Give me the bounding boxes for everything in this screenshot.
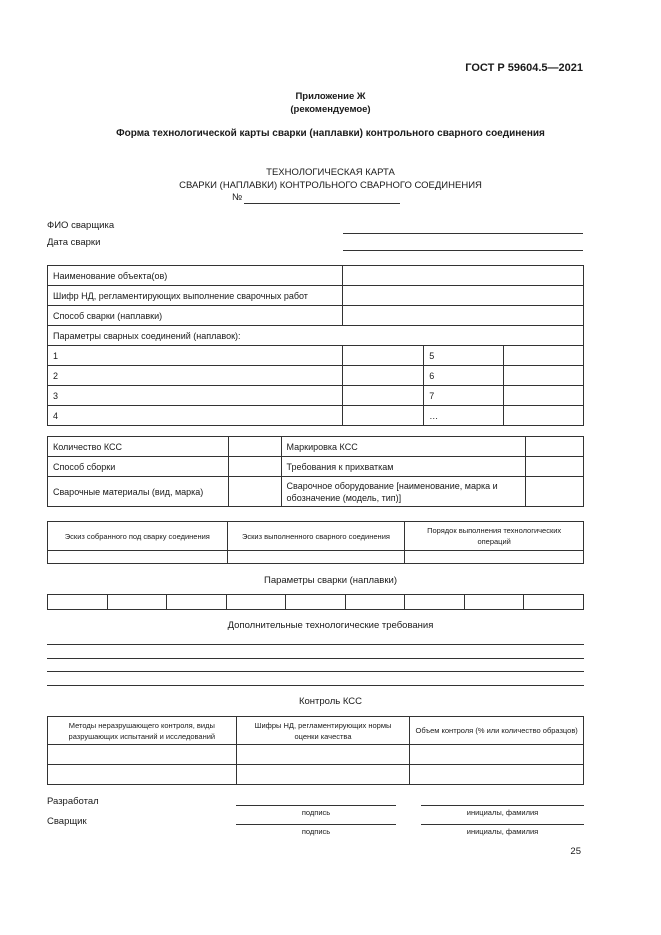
param-num: 3 xyxy=(48,386,343,406)
appendix-subtitle: (рекомендуемое) xyxy=(290,104,371,115)
object-name-label: Наименование объекта(ов) xyxy=(48,266,343,286)
control-volume-header: Объем контроля (% или количество образцов) xyxy=(410,717,584,745)
param-num: 6 xyxy=(424,366,504,386)
welding-method-label: Способ сварки (наплавки) xyxy=(48,306,343,326)
param-num: 2 xyxy=(48,366,343,386)
name-caption: инициалы, фамилия xyxy=(466,808,539,817)
appendix-title: Приложение Ж xyxy=(295,91,366,102)
param-num: 5 xyxy=(424,346,504,366)
operations-order-header: Порядок выполнения технологических операций xyxy=(405,522,584,551)
date-label: Дата сварки xyxy=(47,237,101,248)
sketch-weld-header: Эскиз выполненного сварного соединения xyxy=(227,522,405,551)
kss-marking-label: Маркировка КСС xyxy=(281,437,526,457)
kss-table xyxy=(47,436,584,507)
nd-code-label: Шифр НД, регламентирующих выполнение сварочных работ xyxy=(48,286,343,306)
params-table xyxy=(47,594,584,610)
control-nd-header: Шифры НД, регламентирующих нормы оценки качества xyxy=(236,717,410,745)
developed-label: Разработал xyxy=(47,796,99,807)
sketch-table xyxy=(47,521,584,564)
name-line xyxy=(421,824,584,825)
welding-equipment-label: Сварочное оборудование [наименование, марка и обозначение (модель, тип)] xyxy=(281,477,526,507)
tack-requirements-label: Требования к прихваткам xyxy=(281,457,526,477)
additional-line xyxy=(47,644,584,645)
welder-label: Сварщик xyxy=(47,816,87,827)
kss-count-label: Количество КСС xyxy=(48,437,229,457)
standard-number: ГОСТ Р 59604.5—2021 xyxy=(465,62,583,74)
name-line xyxy=(421,805,584,806)
card-title-line1: ТЕХНОЛОГИЧЕСКАЯ КАРТА xyxy=(266,167,395,178)
sketch-assembly-header: Эскиз собранного под сварку соединения xyxy=(48,522,228,551)
signature-line xyxy=(236,824,396,825)
additional-line xyxy=(47,658,584,659)
additional-title: Дополнительные технологические требования xyxy=(227,620,434,631)
name-caption: инициалы, фамилия xyxy=(466,827,539,836)
page-number: 25 xyxy=(570,846,581,857)
welding-materials-label: Сварочные материалы (вид, марка) xyxy=(48,477,229,507)
card-title-line2: СВАРКИ (НАПЛАВКИ) КОНТРОЛЬНОГО СВАРНОГО СОЕДИНЕНИЯ xyxy=(179,180,482,191)
params-title: Параметры сварки (наплавки) xyxy=(264,575,397,586)
joint-params-label: Параметры сварных соединений (наплавок): xyxy=(48,326,584,346)
card-number-line xyxy=(244,203,400,204)
assembly-method-label: Способ сборки xyxy=(48,457,229,477)
form-title: Форма технологической карты сварки (наплавки) контрольного сварного соединения xyxy=(116,128,545,139)
fio-label: ФИО сварщика xyxy=(47,220,115,231)
control-title: Контроль КСС xyxy=(298,696,363,707)
signature-caption: подпись xyxy=(301,827,331,836)
param-num: 7 xyxy=(424,386,504,406)
param-num: … xyxy=(424,406,504,426)
date-line xyxy=(343,250,583,251)
signature-line xyxy=(236,805,396,806)
param-num: 4 xyxy=(48,406,343,426)
object-table xyxy=(47,265,584,426)
fio-line xyxy=(343,233,583,234)
additional-line xyxy=(47,685,584,686)
param-num: 1 xyxy=(48,346,343,366)
card-number-label: № xyxy=(232,192,243,203)
control-table xyxy=(47,716,584,785)
additional-line xyxy=(47,671,584,672)
control-methods-header: Методы неразрушающего контроля, виды разрушающих испытаний и исследований xyxy=(48,717,237,745)
signature-caption: подпись xyxy=(301,808,331,817)
